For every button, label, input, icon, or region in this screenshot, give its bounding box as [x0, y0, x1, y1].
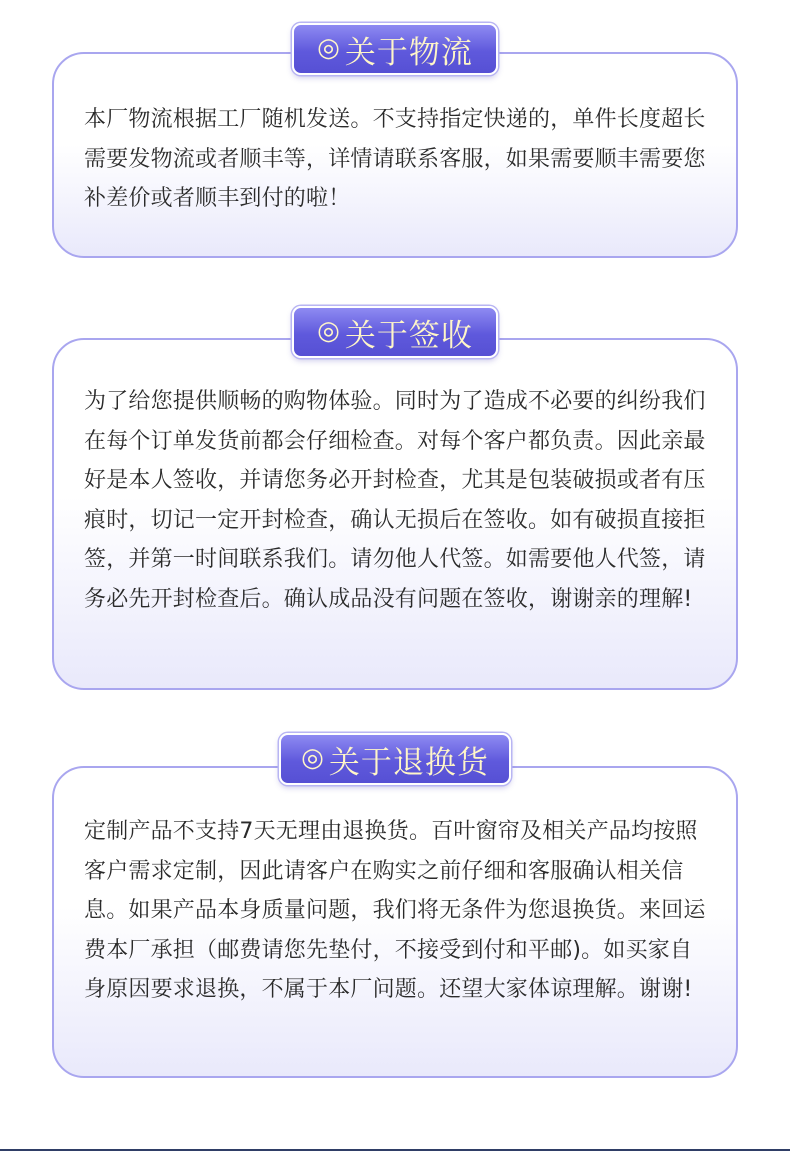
receipt-card — [52, 338, 738, 690]
returns-text: 定制产品不支持7天无理由退换货。百叶窗帘及相关产品均按照客户需求定制，因此请客户在购实之前仔细和客服确认相关信息。如果产品本身质量问题，我们将无条件为您退换货。来回运费本厂承担（邮费请您先垫付，不接受到付和平邮)。如买家自身原因要求退换，不属于本厂问题。还望大家体谅理解。谢谢! — [84, 819, 706, 1002]
receipt-text: 为了给您提供顺畅的购物体验。同时为了造成不必要的纠纷我们在每个订单发货前都会仔细检查。对每个客户都负责。因此亲最好是本人签收，并请您务必开封检查，尤其是包装破损或者有压痕时，切记一定开封检查，确认无损后在签收。如有破损直接拒签，并第一时间联系我们。请勿他人代签。如需要他人代签，请务必先开封检查后。确认成品没有问题在签收，谢谢亲的理解! — [84, 389, 706, 612]
shipping-card — [52, 52, 738, 258]
receipt-title: 关于签收 — [344, 317, 473, 354]
shipping-title-badge — [292, 23, 498, 75]
circle-target-icon: ◎ — [317, 33, 341, 63]
shipping-text: 本厂物流根据工厂随机发送。不支持指定快递的，单件长度超长需要发物流或者顺丰等，详情请联系客服，如果需要顺丰需要您补差价或者顺丰到付的啦！ — [84, 107, 706, 211]
circle-target-icon: ◎ — [317, 316, 341, 346]
circle-target-icon: ◎ — [301, 743, 325, 773]
returns-card — [52, 766, 738, 1078]
returns-title: 关于退换货 — [328, 744, 489, 781]
returns-title-badge — [279, 733, 511, 785]
shipping-title: 关于物流 — [344, 34, 473, 71]
receipt-title-badge — [292, 306, 498, 358]
